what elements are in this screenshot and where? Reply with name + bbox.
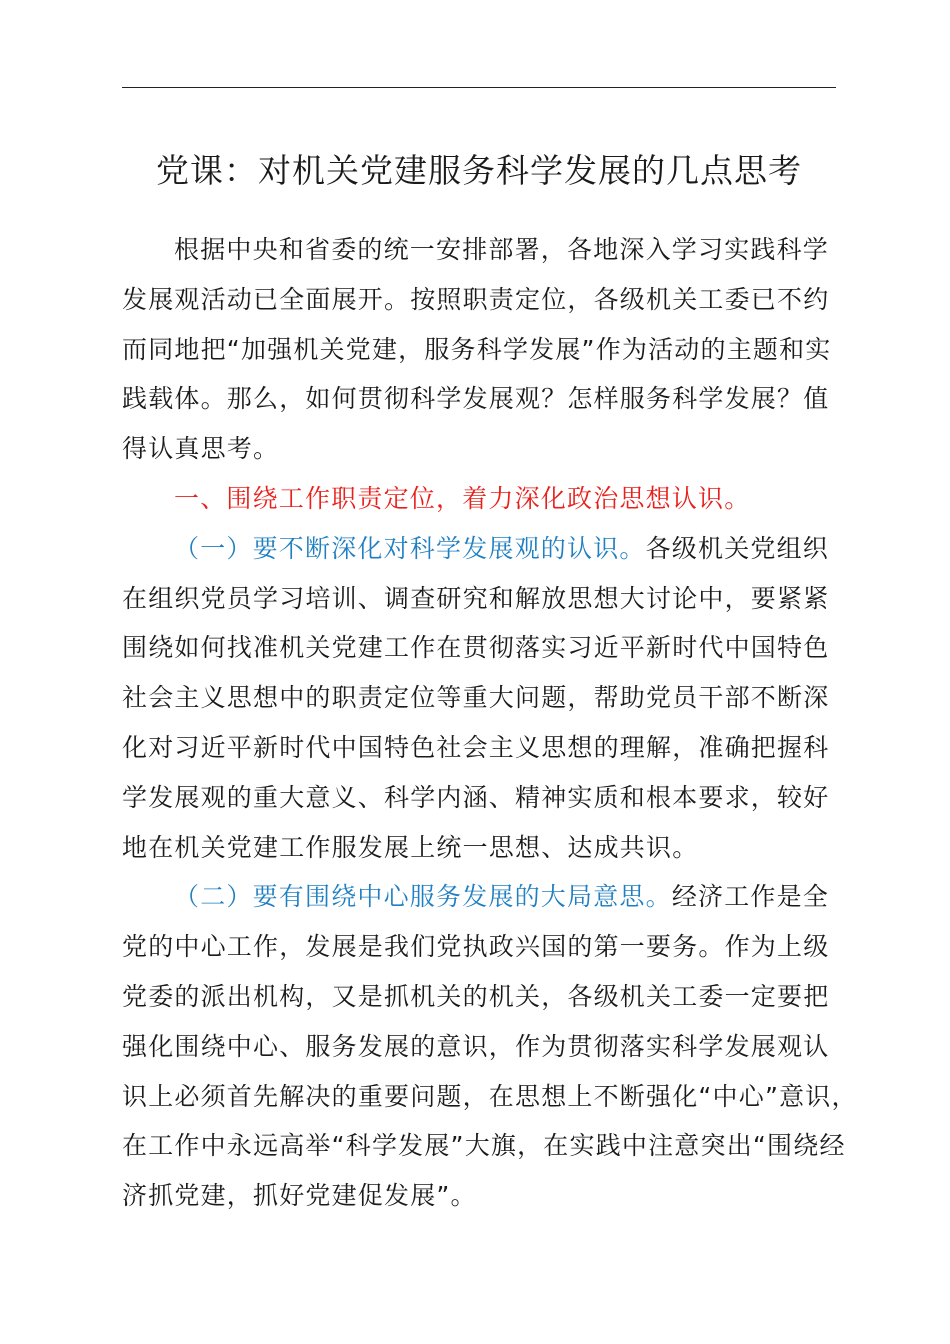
subheading-2: （二）要有围绕中心服务发展的大局意思。	[174, 882, 672, 912]
paragraph-2-line-4: 强化围绕中心、服务发展的意识，作为贯彻落实科学发展观认	[122, 1031, 830, 1061]
top-divider	[122, 87, 836, 88]
paragraph-2-line-6: 在工作中永远高举“科学发展”大旗，在实践中注意突出“围绕经	[122, 1131, 846, 1161]
paragraph-intro-line-5: 得认真思考。	[122, 434, 280, 464]
paragraph-intro-line-1: 根据中央和省委的统一安排部署，各地深入学习实践科学	[174, 235, 830, 264]
paragraph-1-line-1	[122, 524, 842, 574]
paragraph-1-line-7: 地在机关党建工作服发展上统一思想、达成共识。	[122, 832, 699, 862]
paragraph-1-line-3: 围绕如何找准机关党建工作在贯彻落实习近平新时代中国特色	[122, 633, 830, 663]
paragraph-2-line-7: 济抓党建，抓好党建促发展”。	[122, 1181, 477, 1211]
document-body	[122, 225, 858, 1221]
paragraph-1-line-4: 社会主义思想中的职责定位等重大问题，帮助党员干部不断深	[122, 683, 830, 713]
paragraph-intro-line-4: 践载体。那么，如何贯彻科学发展观？怎样服务科学发展？值	[122, 384, 830, 414]
paragraph-2-line-3: 党委的派出机构，又是抓机关的机关，各级机关工委一定要把	[122, 981, 830, 1011]
section-heading-1: 一、围绕工作职责定位，着力深化政治思想认识。	[174, 483, 751, 513]
document-title: 党课：对机关党建服务科学发展的几点思考	[156, 151, 802, 190]
paragraph-1-line-5: 化对习近平新时代中国特色社会主义思想的理解，准确把握科	[122, 732, 830, 762]
paragraph-2-line-5: 识上必须首先解决的重要问题，在思想上不断强化“中心”意识，	[122, 1081, 858, 1111]
paragraph-intro-line-3: 而同地把“加强机关党建，服务科学发展”作为活动的主题和实	[122, 334, 832, 364]
paragraph-2-lead-text: 经济工作是全	[671, 882, 830, 912]
subheading-1: （一）要不断深化对科学发展观的认识。	[174, 533, 646, 563]
paragraph-1-lead-text: 各级机关党组织	[645, 533, 830, 563]
paragraph-1-line-6: 学发展观的重大意义、科学内涵、精神实质和根本要求，较好	[122, 782, 830, 812]
paragraph-2-line-1	[122, 872, 842, 922]
paragraph-intro-line-2: 发展观活动已全面展开。按照职责定位，各级机关工委已不约	[122, 284, 830, 314]
paragraph-1-line-2: 在组织党员学习培训、调查研究和解放思想大讨论中，要紧紧	[122, 583, 830, 613]
paragraph-2-line-2: 党的中心工作，发展是我们党执政兴国的第一要务。作为上级	[122, 932, 830, 962]
